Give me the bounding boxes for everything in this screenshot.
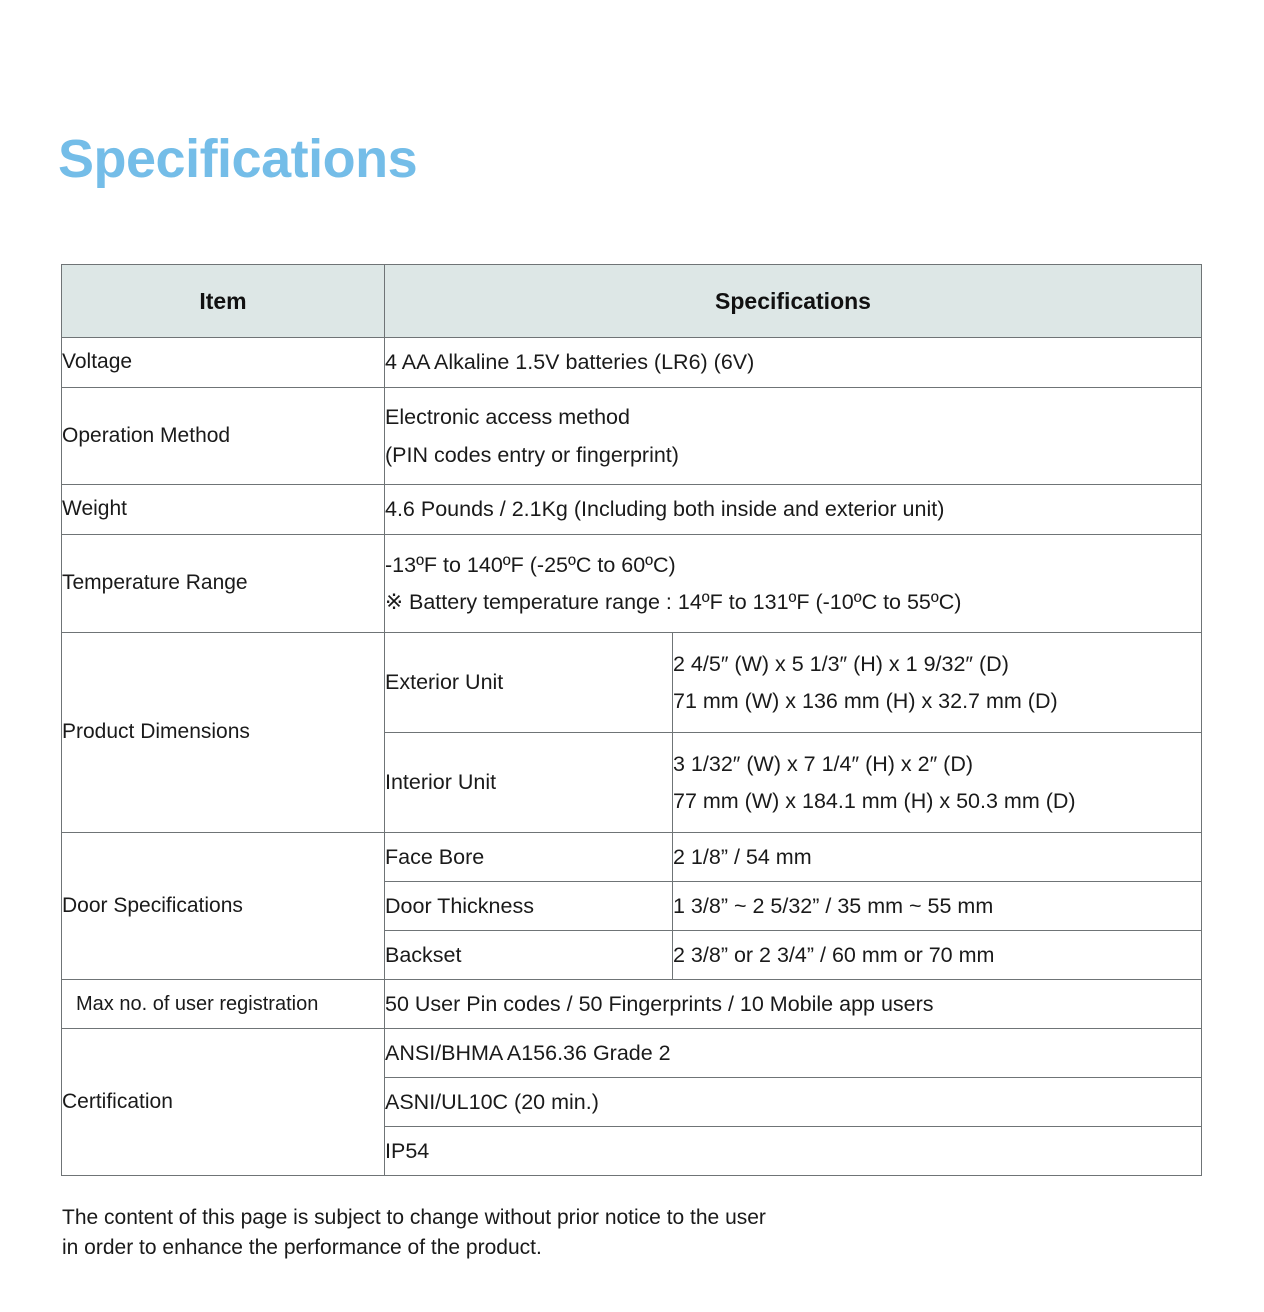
subrow-label-backset: Backset [385,931,673,980]
subrow-label-face-bore: Face Bore [385,833,673,882]
table-row-certification-1 [62,1029,1202,1078]
row-label-product-dimensions: Product Dimensions [62,633,385,833]
subrow-label-interior-unit: Interior Unit [385,733,673,833]
table-row-operation-method [62,388,1202,485]
table-body [62,338,1202,1176]
table-row-max-user-registration [62,980,1202,1029]
subrow-label-door-thickness: Door Thickness [385,882,673,931]
row-value-voltage: 4 AA Alkaline 1.5V batteries (LR6) (6V) [385,338,1202,388]
operation-method-line-1: Electronic access method [385,405,630,430]
exterior-unit-line-1: 2 4/5″ (W) x 5 1/3″ (H) x 1 9/32″ (D) [673,651,1009,676]
row-value-max-user-registration: 50 User Pin codes / 50 Fingerprints / 10 Mobile app users [385,980,1202,1029]
footer-note-line-2: in order to enhance the performance of the product. [62,1236,542,1260]
certification-item-2: ASNI/UL10C (20 min.) [385,1078,1202,1127]
row-value-operation-method [385,388,1202,485]
operation-method-line-2: (PIN codes entry or fingerprint) [385,442,679,467]
table-header-row [62,265,1202,338]
row-label-max-user-registration: Max no. of user registration [62,980,385,1029]
temperature-range-line-1: -13ºF to 140ºF (-25ºC to 60ºC) [385,552,676,577]
temperature-range-line-2: ※ Battery temperature range : 14ºF to 131ºF (-10ºC to 55ºC) [385,590,962,614]
table-row-temperature-range [62,535,1202,633]
subrow-label-exterior-unit: Exterior Unit [385,633,673,733]
row-label-voltage: Voltage [62,338,385,388]
table-row-product-dimensions-exterior [62,633,1202,733]
certification-item-3: IP54 [385,1127,1202,1176]
table-row-weight [62,485,1202,535]
subrow-value-interior-unit [673,733,1202,833]
row-value-temperature-range [385,535,1202,633]
row-label-door-specifications: Door Specifications [62,833,385,980]
footer-note [62,1203,766,1264]
row-value-weight: 4.6 Pounds / 2.1Kg (Including both inside and exterior unit) [385,485,1202,535]
exterior-unit-line-2: 71 mm (W) x 136 mm (H) x 32.7 mm (D) [673,689,1058,713]
page-title: Specifications [58,129,418,189]
interior-unit-line-1: 3 1/32″ (W) x 7 1/4″ (H) x 2″ (D) [673,751,974,776]
subrow-value-face-bore: 2 1/8” / 54 mm [673,833,1202,882]
subrow-value-door-thickness: 1 3/8” ~ 2 5/32” / 35 mm ~ 55 mm [673,882,1202,931]
table-header [62,265,1202,338]
footer-note-line-1: The content of this page is subject to change without prior notice to the user [62,1206,766,1229]
interior-unit-line-2: 77 mm (W) x 184.1 mm (H) x 50.3 mm (D) [673,789,1076,813]
table-row-voltage [62,338,1202,388]
subrow-value-backset: 2 3/8” or 2 3/4” / 60 mm or 70 mm [673,931,1202,980]
row-label-certification: Certification [62,1029,385,1176]
column-header-item: Item [62,265,385,338]
specifications-table [61,264,1202,1176]
table-row-door-specifications-face-bore [62,833,1202,882]
row-label-operation-method: Operation Method [62,388,385,485]
certification-item-1: ANSI/BHMA A156.36 Grade 2 [385,1029,1202,1078]
subrow-value-exterior-unit [673,633,1202,733]
row-label-temperature-range: Temperature Range [62,535,385,633]
row-label-weight: Weight [62,485,385,535]
column-header-specifications: Specifications [385,265,1202,338]
